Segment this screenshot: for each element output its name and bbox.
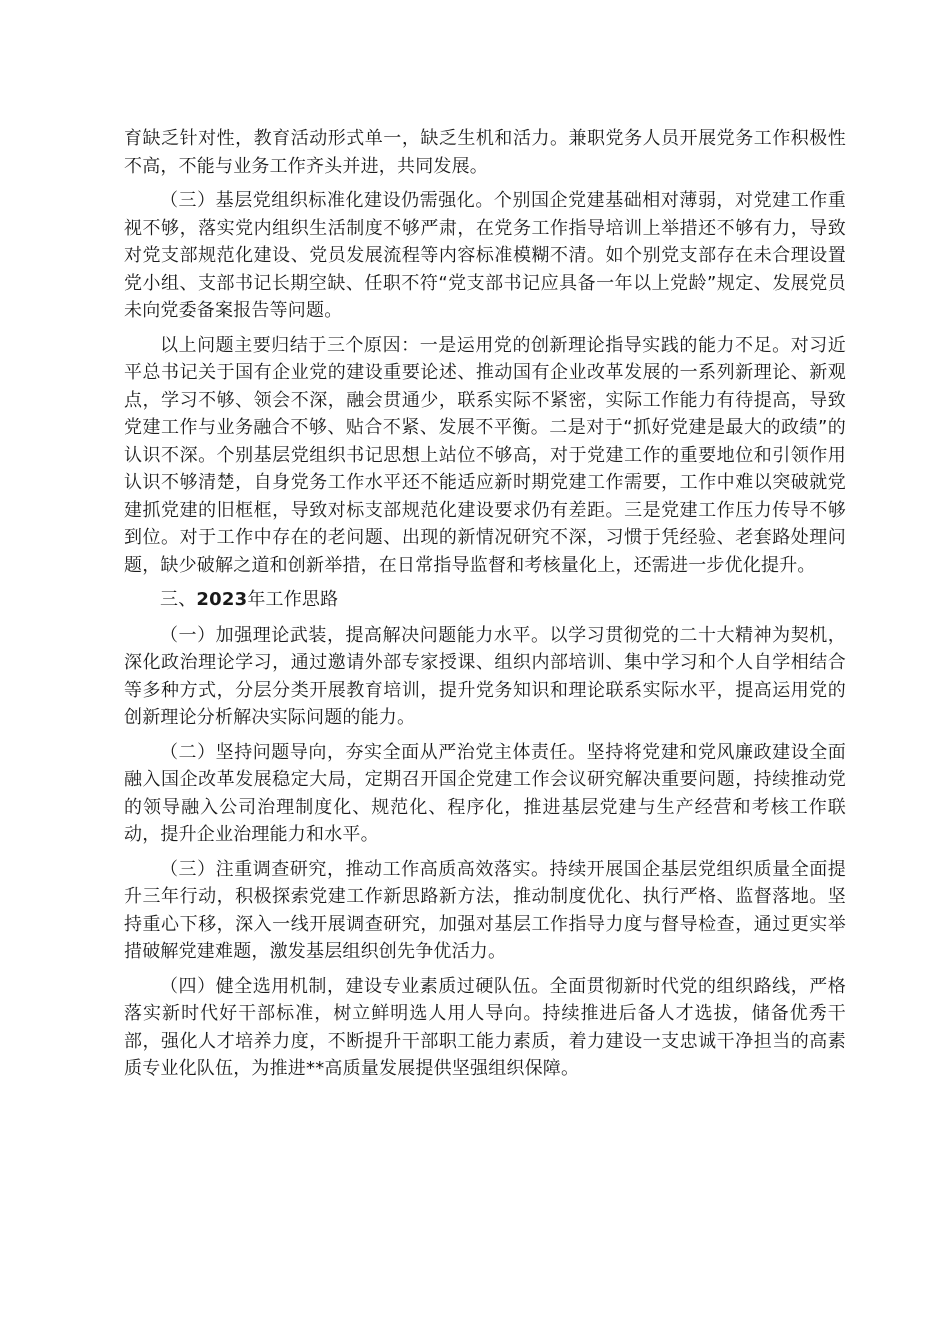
- paragraph-problem-oriented: （二）坚持问题导向，夯实全面从严治党主体责任。坚持将党建和党风廉政建设全面融入国企改革发展稳定大局，定期召开国企党建工作会议研究解决重要问题，持续推动党的领导融入公司治理制度化、规范化、程序化，推进基层党建与生产经营和考核工作联动，提升企业治理能力和水平。: [124, 741, 846, 845]
- paragraph-selection-mechanism: （四）健全选用机制，建设专业素质过硬队伍。全面贯彻新时代党的组织路线，严格落实新时代好干部标准，树立鲜明选人用人导向。持续推进后备人才选拔，储备优秀干部，强化人才培养力度，不断提升干部职工能力素质，着力建设一支忠诚干净担当的高素质专业化队伍，为推进**高质量发展提供坚强组织保障。: [124, 975, 846, 1079]
- paragraph-investigation-research: （三）注重调查研究，推动工作高质高效落实。持续开展国企基层党组织质量全面提升三年行动，积极探索党建工作新思路新方法，推动制度优化、执行严格、监督落地。坚持重心下移，深入一线开展调查研究，加强对基层工作指导力度与督导检查，通过更实举措破解党建难题，激发基层组织创先争优活力。: [124, 858, 846, 962]
- paragraph-theory-armament: （一）加强理论武装，提高解决问题能力水平。以学习贯彻党的二十大精神为契机，深化政治理论学习，通过邀请外部专家授课、组织内部培训、集中学习和个人自学相结合等多种方式，分层分类开展教育培训，提升党务知识和理论联系实际水平，提高运用党的创新理论分析解决实际问题的能力。: [124, 624, 846, 728]
- paragraph-root-causes: 以上问题主要归结于三个原因：一是运用党的创新理论指导实践的能力不足。对习近平总书记关于国有企业党的建设重要论述、推动国有企业改革发展的一系列新理论、新观点，学习不够、领会不深，融会贯通少，联系实际不紧密，实际工作能力有待提高，导致党建工作与业务融合不够、贴合不紧、发展不平衡。二是对于“抓好党建是最大的政绩”的认识不深。个别基层党组织书记思想上站位不够高，对于党建工作的重要地位和引领作用认识不够清楚，自身党务工作水平还不能适应新时期党建工作需要，工作中难以突破就党建抓党建的旧框框，导致对标支部规范化建设要求仍有差距。三是党建工作压力传导不够到位。对于工作中存在的老问题、出现的新情况研究不深，习惯于凭经验、老套路处理问题，缺少破解之道和创新举措，在日常指导监督和考核量化上，还需进一步优化提升。: [124, 334, 846, 576]
- heading-prefix: 三、: [160, 589, 197, 610]
- document-body: [124, 125, 846, 1090]
- paragraph-continuation: 育缺乏针对性，教育活动形式单一，缺乏生机和活力。兼职党务人员开展党务工作积极性不高，不能与业务工作齐头并进，共同发展。: [124, 128, 846, 177]
- section-heading-2023-work-plan: [124, 586, 846, 614]
- heading-year: 2023: [196, 589, 248, 610]
- paragraph-standardization: （三）基层党组织标准化建设仍需强化。个别国企党建基础相对薄弱，对党建工作重视不够，落实党内组织生活制度不够严肃，在党务工作指导培训上举措还不够有力，导致对党支部规范化建设、党员发展流程等内容标准模糊不清。如个别党支部存在未合理设置党小组、支部书记长期空缺、任职不符“党支部书记应具备一年以上党龄”规定、发展党员未向党委备案报告等问题。: [124, 190, 846, 321]
- heading-suffix: 年工作思路: [247, 589, 339, 610]
